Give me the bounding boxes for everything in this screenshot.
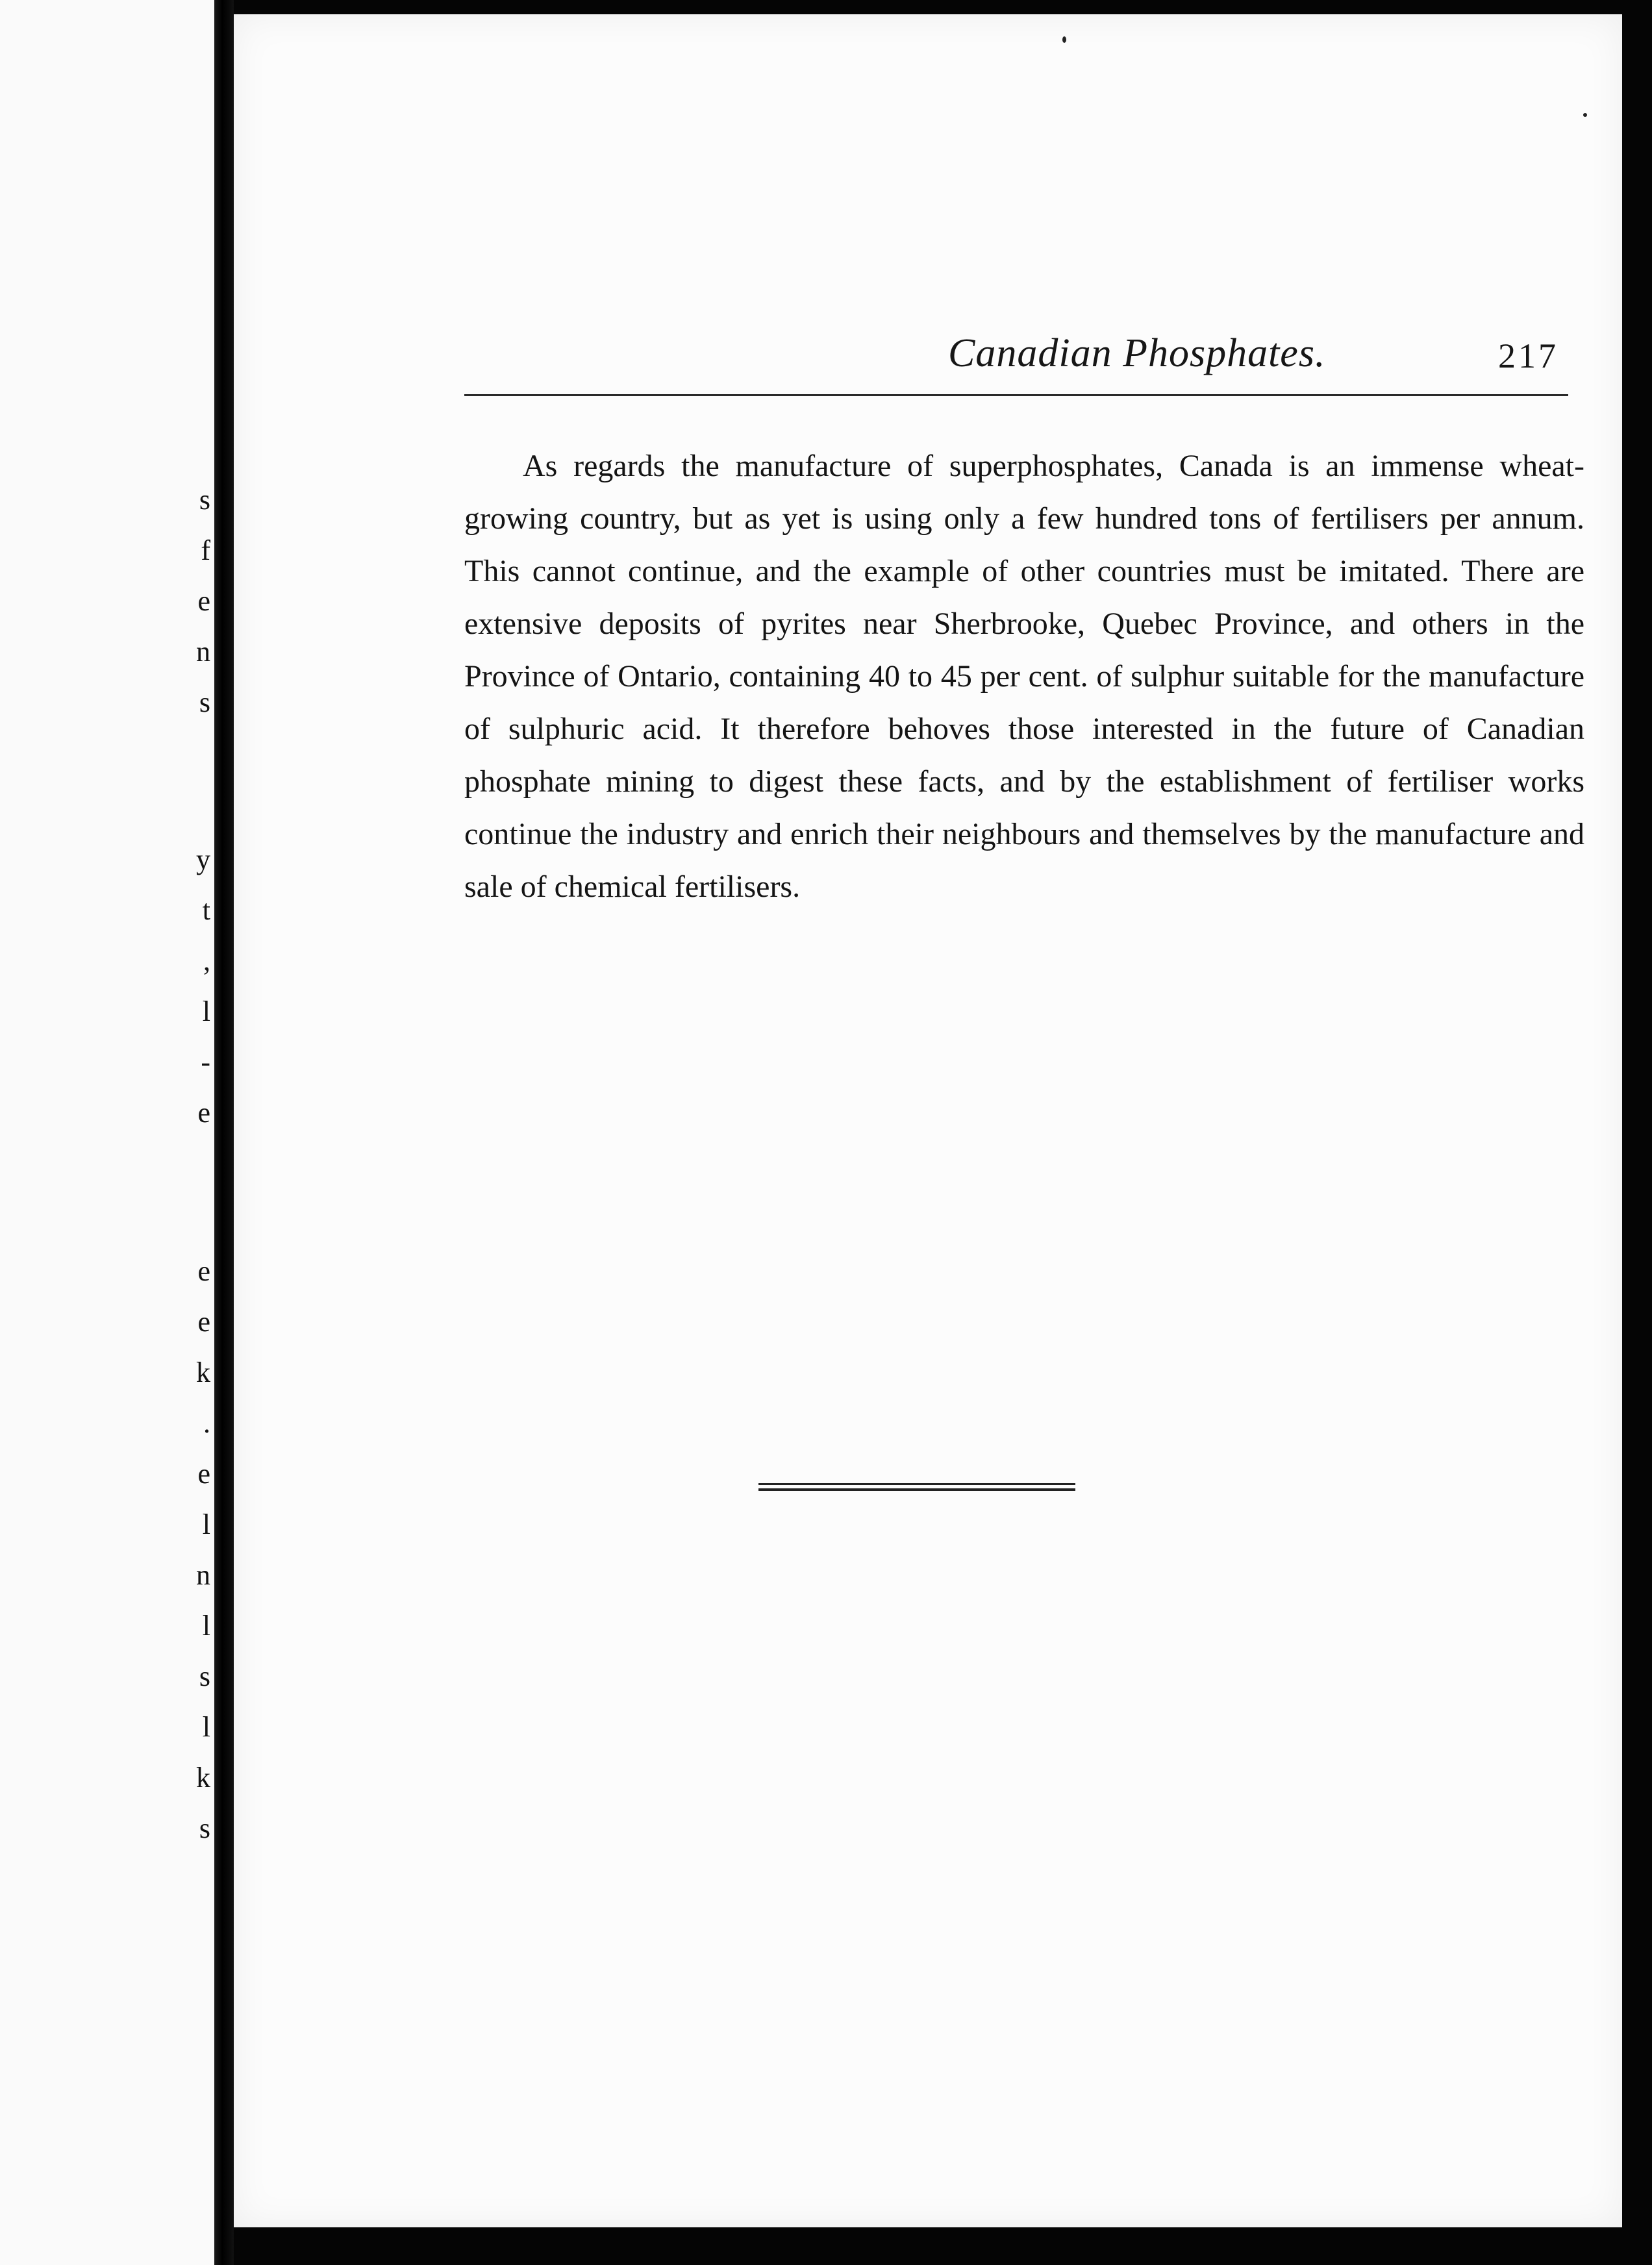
- book-gutter: [214, 0, 234, 2265]
- line-ending-fragment: e: [197, 1306, 210, 1338]
- line-ending-fragment: l: [202, 995, 210, 1027]
- end-rule-thick-line: [758, 1488, 1075, 1491]
- body-paragraph: As regards the manufacture of superphosphates, Canada is an immense wheat-growing country, but as yet is using only a few hundred tons of fertilisers per annum. This cannot continue, and the example of other countries must be imitated. There are extensive deposits of pyrites near Sherbrooke, Quebec Province, and others in the Province of Ontario, containing 40 to 45 per cent. of sulphur suitable for the manufacture of sulphuric acid. It therefore behoves those interested in the future of Canadian phosphate mining to digest these facts, and by the establishment of fertiliser works continue the industry and enrich their neighbours and themselves by the manufacture and sale of chemical fertilisers.: [464, 449, 1584, 904]
- previous-page-line-endings: [184, 0, 210, 2265]
- running-title: Canadian Phosphates.: [948, 331, 1326, 375]
- line-ending-fragment: s: [199, 484, 210, 516]
- running-header: [464, 310, 1568, 388]
- header-rule: [464, 394, 1568, 396]
- line-ending-fragment: l: [202, 1610, 210, 1642]
- line-ending-fragment: f: [201, 534, 210, 566]
- line-ending-fragment: l: [202, 1508, 210, 1540]
- line-ending-fragment: e: [197, 1255, 210, 1287]
- book-page: [234, 14, 1622, 2227]
- scan-speck: [1583, 113, 1587, 117]
- line-ending-fragment: e: [197, 1097, 210, 1129]
- line-ending-fragment: t: [202, 894, 210, 926]
- end-of-section-rule: [758, 1483, 1075, 1492]
- previous-page-edge: [0, 0, 214, 2265]
- line-ending-fragment: -: [201, 1046, 210, 1078]
- line-ending-fragment: l: [202, 1711, 210, 1743]
- line-ending-fragment: y: [196, 844, 210, 875]
- line-ending-fragment: e: [197, 585, 210, 617]
- line-ending-fragment: s: [199, 1660, 210, 1692]
- line-ending-fragment: k: [196, 1762, 210, 1794]
- line-ending-fragment: k: [196, 1357, 210, 1388]
- line-ending-fragment: s: [199, 686, 210, 718]
- line-ending-fragment: .: [203, 1407, 210, 1439]
- page-number: 217: [1498, 336, 1558, 375]
- line-ending-fragment: e: [197, 1458, 210, 1490]
- end-rule-thin-line: [758, 1483, 1075, 1485]
- line-ending-fragment: n: [196, 1559, 210, 1591]
- line-ending-fragment: n: [196, 636, 210, 668]
- line-ending-fragment: ,: [203, 945, 210, 977]
- line-ending-fragment: s: [199, 1812, 210, 1844]
- scan-speck: [1062, 36, 1066, 43]
